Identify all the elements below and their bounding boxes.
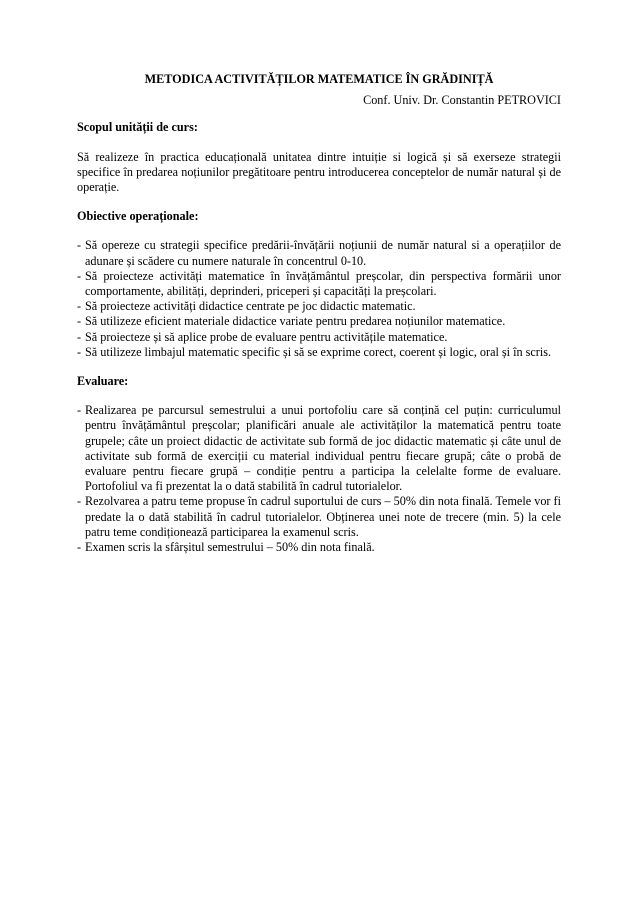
list-item: - Examen scris la sfârșitul semestrului – 50% din nota finală. (77, 540, 561, 555)
list-item: - Să utilizeze limbajul matematic specific și să se exprime corect, coerent și logic, oral și în scris. (77, 345, 561, 360)
objectives-heading: Obiective operaționale: (77, 209, 199, 224)
list-item: - Rezolvarea a patru teme propuse în cadrul suportului de curs – 50% din nota finală. Temele vor fi predate la o dată stabilită în cadrul tutorialelor. Obținerea unei note de trecere (min. 5) la cele patru teme condiționează participarea la examenul scris. (77, 494, 561, 540)
author-line: Conf. Univ. Dr. Constantin PETROVICI (363, 93, 561, 108)
document-title: METODICA ACTIVITĂȚILOR MATEMATICE ÎN GRĂDINIȚĂ (144, 72, 494, 86)
evaluation-heading: Evaluare: (77, 374, 129, 389)
objectives-list (77, 238, 561, 360)
evaluation-list (77, 403, 561, 555)
list-item: - Să proiecteze activități matematice în învățământul preșcolar, din perspectiva formării unor comportamente, abilități, deprinderi, priceperi și capacități la preșcolari. (77, 269, 561, 299)
list-item: - Să proiecteze și să aplice probe de evaluare pentru activitățile matematice. (77, 330, 561, 345)
document-content (77, 72, 561, 555)
scope-paragraph: Să realizeze în practica educațională unitatea dintre intuiție si logică și să exerseze strategii specifice în predarea noțiunilor pregătitoare pentru introducerea conceptelor de număr natural și de operație. (77, 149, 561, 195)
list-item: - Realizarea pe parcursul semestrului a unui portofoliu care să conțină cel puțin: curriculumul pentru învățământul preșcolar; planificări anuale ale activităților la matematică pentru toate grupele; câte un proiect didactic de activitate sub formă de joc didactic matematic și câte unul de activitate sub formă de exerciții cu material individual pentru fiecare grupă; câte o probă de evaluare pentru fiecare grupă – condiție pentru a participa la celelalte forme de evaluare. Portofoliul va fi prezentat la o dată stabilită în cadrul tutorialelor. (77, 403, 561, 494)
list-item: - Să proiecteze activități didactice centrate pe joc didactic matematic. (77, 299, 561, 314)
list-item: - Să opereze cu strategii specifice predării-învățării noțiunii de număr natural si a operațiilor de adunare și scădere cu numere naturale în concentrul 0-10. (77, 238, 561, 268)
list-item: - Să utilizeze eficient materiale didactice variate pentru predarea noțiunilor matematice. (77, 314, 561, 329)
scope-heading: Scopul unității de curs: (77, 120, 198, 135)
